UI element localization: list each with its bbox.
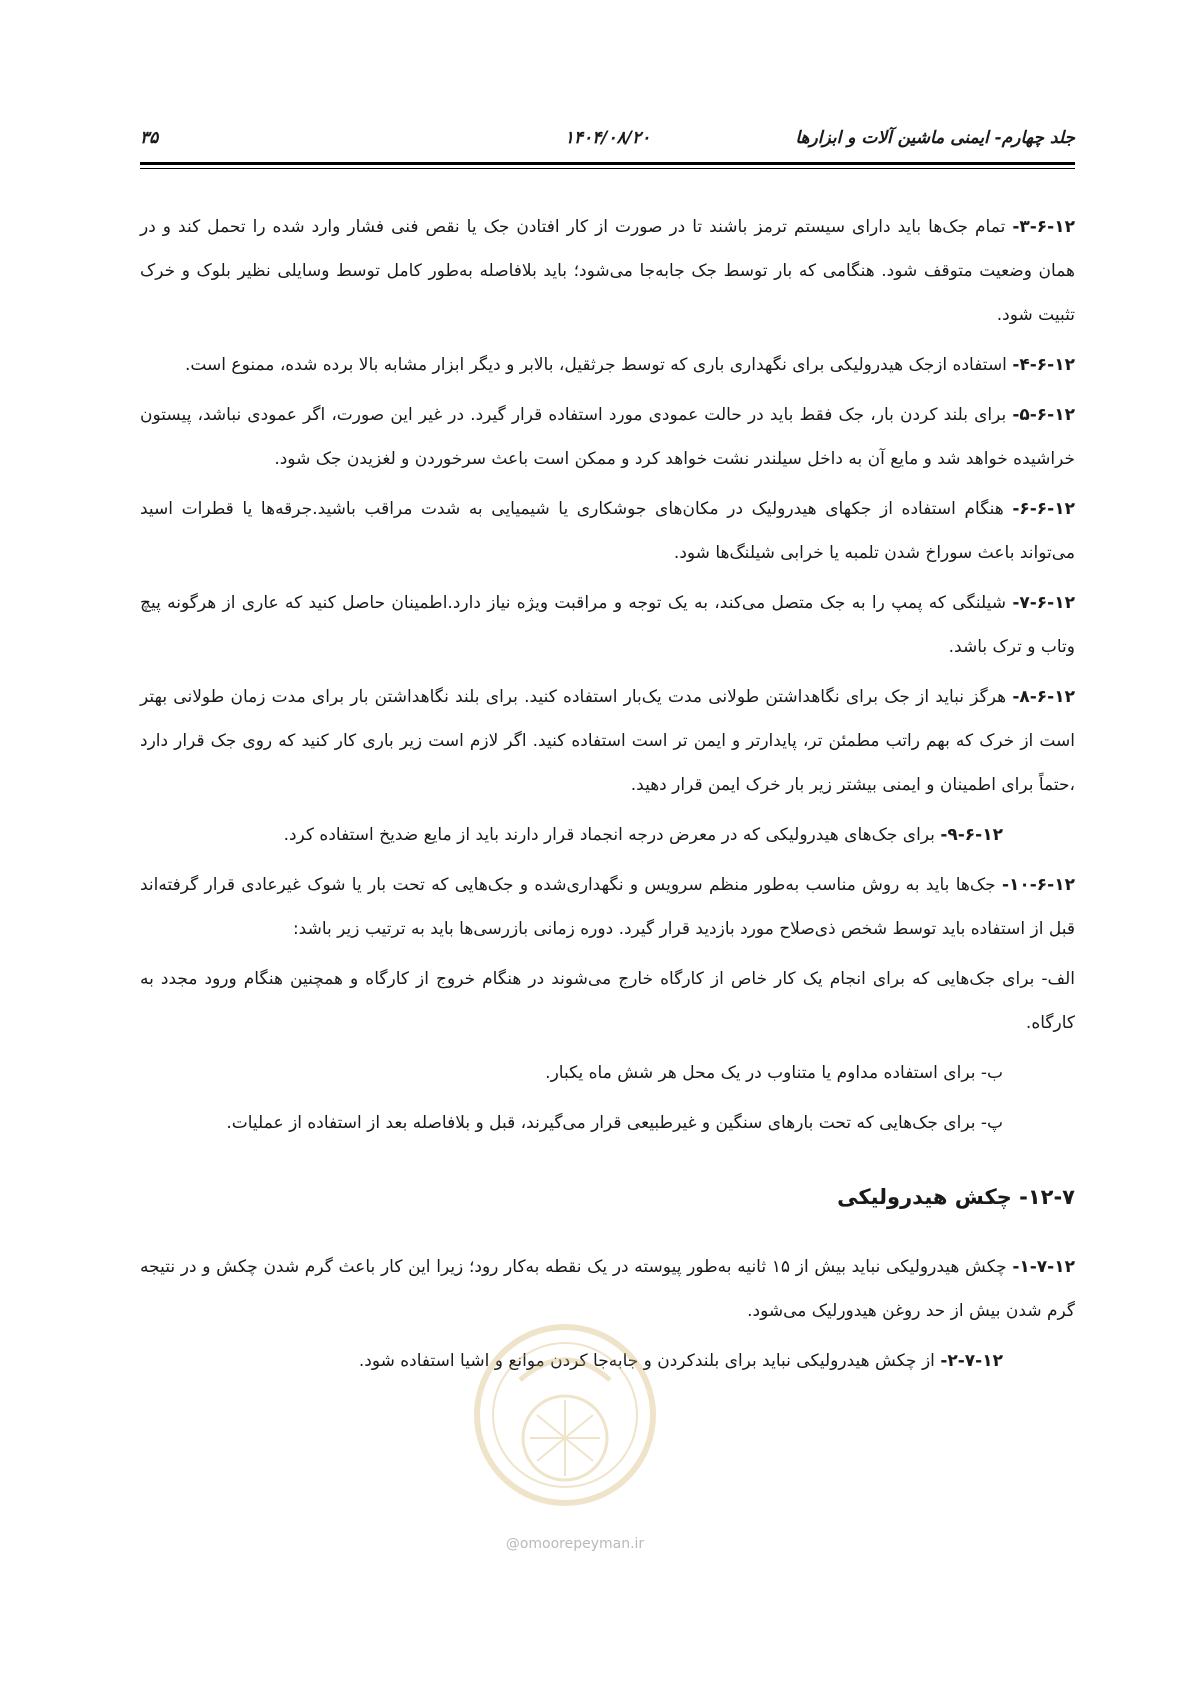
list-item: الف- برای جک‌هایی که برای انجام یک کار خاص از کارگاه خارج می‌شوند در هنگام خروج از کارگاه و همچنین هنگام ورود مجدد به کارگاه.: [140, 969, 1075, 1033]
clause-text: هرگز نباید از جک برای نگاهداشتن طولانی مدت یک‌بار استفاده کنید. برای بلند نگاهداشتن بار برای مدت زمان طولانی بهتر است از خرک که بهم راتب مطمئن تر، پایدارتر و ایمن تر است استفاده کنید. اگر لازم است زیر باری کار کنید که روی جک قرار دارد ،حتماً برای اطمینان و ایمنی بیشتر زیر بار خرک ایمن قرار دهید.: [140, 687, 1075, 795]
paragraph: [140, 581, 1075, 669]
clause-text: شیلنگی که پمپ را به جک متصل می‌کند، به یک توجه و مراقبت ویژه نیاز دارد.اطمینان حاصل کنید که عاری از هرگونه پیچ وتاب و ترک باشد.: [140, 593, 1075, 657]
clause-text: برای جک‌های هیدرولیکی که در معرض درجه انجماد قرار دارند باید از مایع ضدیخ استفاده کرد.: [283, 825, 941, 845]
clause-number: ۳-۶-۱۲-: [1012, 217, 1075, 237]
clause-text: هنگام استفاده از جکهای هیدرولیک در مکان‌های جوشکاری یا شیمیایی به شدت مراقب باشید.جرقه‌ها یا قطرات اسید می‌تواند باعث سوراخ شدن تلمبه یا خرابی شیلنگ‌ها شود.: [140, 499, 1075, 563]
paragraph: [140, 675, 1075, 807]
paragraph: [140, 487, 1075, 575]
header-title: جلد چهارم- ایمنی ماشین آلات و ابزارها: [795, 128, 1075, 148]
clause-number: ۱-۷-۱۲-: [1012, 1257, 1075, 1277]
paragraph: [140, 205, 1075, 337]
clause-text: برای بلند کردن بار، جک فقط باید در حالت عمودی مورد استفاده قرار گیرد. در غیر این صورت، اگر عمودی نباشد، پیستون خراشیده خواهد شد و مایع آن به داخل سیلندر نشت خواهد کرد و ممکن است باعث سرخوردن و لغزیدن جک شود.: [140, 405, 1075, 469]
clause-text: جک‌ها باید به روش مناسب به‌طور منظم سرویس و نگهداری‌شده و جک‌هایی که تحت بار یا شوک غیرعادی قرار گرفته‌اند قبل از استفاده باید توسط شخص ذی‌صلاح مورد بازدید قرار گیرد. دوره زمانی بازرسی‌ها باید به ترتیب زیر باشد:: [140, 875, 1075, 939]
paragraph: [140, 343, 1075, 387]
watermark-seal-icon: [470, 1320, 660, 1510]
page-body: [140, 205, 1075, 1389]
paragraph: [140, 813, 1075, 857]
list-item: ب- برای استفاده مداوم یا متناوب در یک محل هر شش ماه یکبار.: [545, 1063, 1003, 1083]
clause-number: ۵-۶-۱۲-: [1012, 405, 1075, 425]
section-heading: ۱۲-۷- چکش هیدرولیکی: [837, 1185, 1075, 1209]
clause-number: ۷-۶-۱۲-: [1012, 593, 1075, 613]
clause-number: ۶-۶-۱۲-: [1012, 499, 1075, 519]
clause-number: ۴-۶-۱۲-: [1012, 355, 1075, 375]
clause-text: استفاده ازجک هیدرولیکی برای نگهداری باری که توسط جرثقیل، بالابر و دیگر ابزار مشابه بالا برده شده، ممنوع است.: [184, 355, 1013, 375]
page-header: [140, 128, 1075, 152]
paragraph: [140, 863, 1075, 951]
paragraph: [140, 393, 1075, 481]
header-rule-thick: [140, 162, 1075, 165]
clause-number: ۹-۶-۱۲-: [940, 825, 1003, 845]
header-date: ۱۴۰۴/۰۸/۲۰: [564, 128, 651, 148]
watermark-text: @omoorepeyman.ir: [505, 1536, 645, 1552]
clause-number: ۸-۶-۱۲-: [1012, 687, 1075, 707]
clause-text: تمام جک‌ها باید دارای سیستم ترمز باشند تا در صورت از کار افتادن جک یا نقص فنی فشار وارد شده را تحمل کند و در همان وضعیت متوقف شود. هنگامی که بار توسط جک جابه‌جا می‌شود؛ باید بلافاصله به‌طور کامل توسط وسایلی نظیر بلوک و خرک تثبیت شود.: [140, 217, 1075, 325]
clause-number: ۲-۷-۱۲-: [940, 1351, 1003, 1371]
clause-text: چکش هیدرولیکی نباید بیش از ۱۵ ثانیه به‌طور پیوسته در یک نقطه به‌کار رود؛ زیرا این کار باعث گرم شدن چکش و در نتیجه گرم شدن بیش از حد روغن هیدورلیک می‌شود.: [140, 1257, 1075, 1321]
clause-text: از چکش هیدرولیکی نباید برای بلندکردن و جابه‌جا کردن موانع و اشیا استفاده شود.: [358, 1351, 941, 1371]
header-rule-thin: [140, 168, 1075, 169]
list-item: پ- برای جک‌هایی که تحت بارهای سنگین و غیرطبیعی قرار می‌گیرند، قبل و بلافاصله بعد از استفاده از عملیات.: [226, 1113, 1003, 1133]
page-number: ۳۵: [140, 128, 159, 148]
clause-number: ۱۰-۶-۱۲-: [1001, 875, 1075, 895]
